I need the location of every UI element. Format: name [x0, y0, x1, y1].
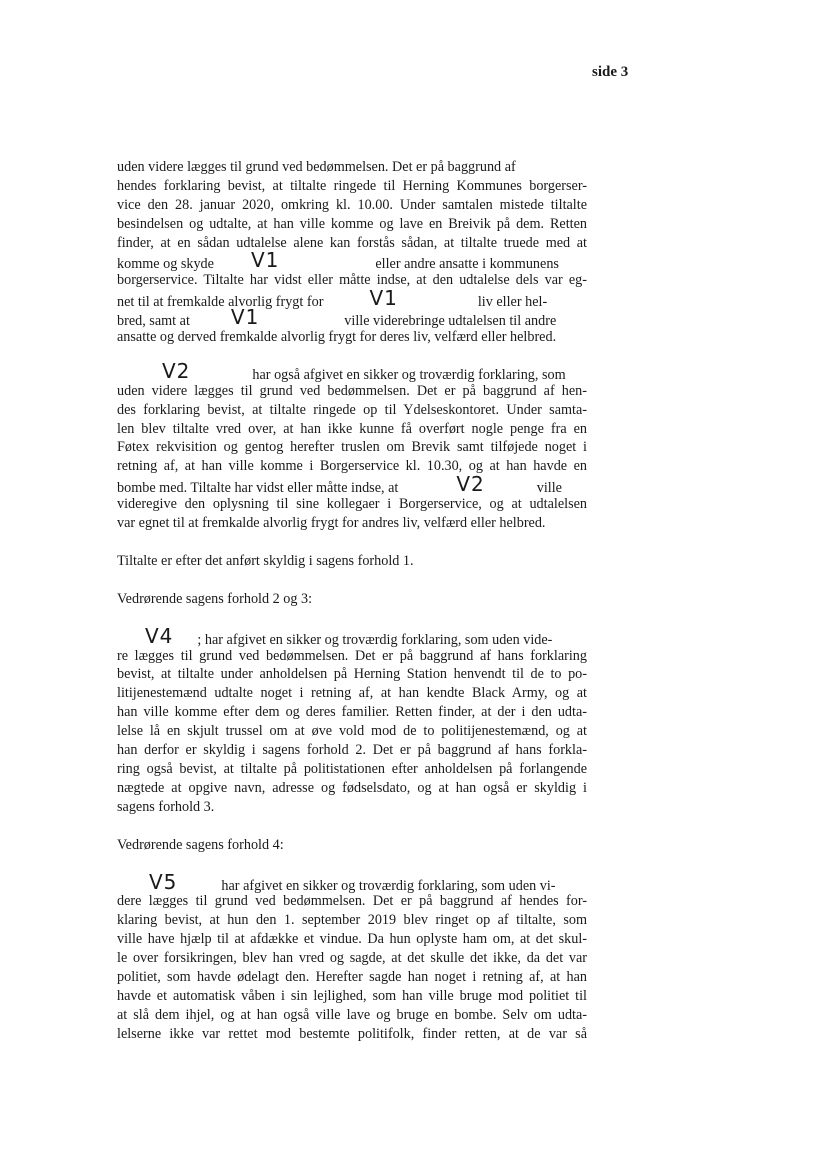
- text-line: vice den 28. januar 2020, omkring kl. 10.00. Under samtalen mistede tiltalte: [117, 196, 587, 213]
- section-heading: Vedrørende sagens forhold 2 og 3:: [117, 590, 313, 607]
- paragraph: [117, 623, 587, 817]
- handwritten-redaction-mark: V5: [149, 869, 178, 894]
- text-line: hendes forklaring bevist, at tiltalte ringede til Herning Kommunes borgerser-: [117, 177, 587, 194]
- text-line: videregive den oplysning til sine kollegaer i Borgerservice, og at udtalelsen: [117, 496, 587, 513]
- text-line: at slå dem ihjel, og at han også ville lave og bruge en bombe. Selv om udta-: [117, 1006, 587, 1023]
- handwritten-redaction-mark: V1: [250, 248, 280, 273]
- text-line: re lægges til grund ved bedømmelsen. Det er på baggrund af hans forklaring: [117, 647, 587, 664]
- text-line: [117, 286, 587, 311]
- text-line: sagens forhold 3.: [117, 798, 215, 815]
- text-line: nægtede at opgive navn, adresse og fødselsdato, og at han også er skyldig i: [117, 779, 587, 796]
- text-line: retning af, at han ville komme i Borgerservice kl. 10.30, og at han havde en: [117, 458, 587, 475]
- text-line: [117, 248, 587, 273]
- text-fragment: bombe med. Tiltalte har vidst eller måtte indse, at: [117, 480, 399, 497]
- handwritten-redaction-mark: V1: [230, 305, 260, 330]
- text-line: lelse lå en skjult trussel om at øve vold mod de to politijenestemænd, og at: [117, 723, 587, 740]
- text-line: Føtex rekvisition og gentog herefter truslen om Brevik samt tilføjede noget i: [117, 439, 587, 456]
- text-line: han ville komme efter dem og deres familier. Retten finder, at der i den udta-: [117, 704, 587, 721]
- handwritten-redaction-mark: V2: [162, 358, 191, 383]
- text-line: lelserne ikke var rettet mod bestemte politifolk, finder retten, at de var så: [117, 1025, 587, 1042]
- handwritten-redaction-mark: V4: [145, 623, 174, 648]
- text-line: [117, 472, 587, 497]
- text-line: [117, 305, 587, 330]
- text-line: ansatte og derved fremkalde alvorlig frygt for deres liv, velfærd eller helbred.: [117, 329, 557, 346]
- text-line: havde et automatisk våben i sin lejlighed, som han ville bruge mod politiet til: [117, 987, 587, 1004]
- text-fragment: har også afgivet en sikker og troværdig forklaring, som: [252, 366, 566, 383]
- text-line: ring også bevist, at tiltalte på politistationen efter anholdelsen på forlangende: [117, 760, 587, 777]
- paragraph: [117, 158, 587, 347]
- text-fragment: bred, samt at: [117, 313, 190, 330]
- paragraph: Tiltalte er efter det anført skyldig i sagens forhold 1.: [117, 552, 414, 569]
- text-fragment: har afgivet en sikker og troværdig forklaring, som uden vi-: [221, 877, 556, 894]
- page-number: side 3: [592, 64, 629, 80]
- section-heading: Vedrørende sagens forhold 4:: [117, 836, 284, 853]
- paragraph: [117, 869, 587, 1044]
- text-line: [117, 869, 587, 894]
- text-line: dere lægges til grund ved bedømmelsen. Det er på baggrund af hendes for-: [117, 893, 587, 910]
- paragraph: [117, 358, 587, 533]
- text-line: litijenestemænd udtalte noget i retning af, at han kendte Black Army, og at: [117, 685, 587, 702]
- text-fragment: ville: [536, 480, 562, 497]
- text-line: [117, 358, 587, 383]
- handwritten-redaction-mark: V2: [456, 472, 485, 497]
- text-fragment: komme og skyde: [117, 256, 214, 273]
- text-line: uden videre lægges til grund ved bedømmelsen. Det er på baggrund af: [117, 159, 516, 175]
- text-line: han derfor er skyldig i sagens forhold 2. Det er på baggrund af hans forkla-: [117, 742, 587, 759]
- text-line: var egnet til at fremkalde alvorlig frygt for andres liv, velfærd eller helbred.: [117, 515, 546, 532]
- text-line: des forklaring bevist, at tiltalte ringede op til Ydelseskontoret. Under samta-: [117, 401, 587, 418]
- text-line: finder, at en sådan udtalelse alene kan forstås sådan, at tiltalte truede med at: [117, 234, 587, 251]
- text-line: bevist, at tiltalte under anholdelsen på Herning Station henvendt til de to po-: [117, 666, 587, 683]
- text-fragment: liv eller hel-: [477, 294, 548, 311]
- text-line: politiet, som havde ødelagt den. Herefter sagde han noget i retning af, at han: [117, 968, 587, 985]
- text-fragment: eller andre ansatte i kommunens: [375, 256, 559, 273]
- text-line: besindelsen og udtalte, at han ville komme og lave en Breivik på dem. Retten: [117, 215, 587, 232]
- text-line: uden videre lægges til grund ved bedømmelsen. Det er på baggrund af hen-: [117, 382, 587, 399]
- handwritten-redaction-mark: V1: [369, 286, 398, 311]
- text-line: [117, 623, 587, 648]
- text-line: len blev tiltalte vred over, at han ikke kunne få overført nogle penge fra en: [117, 420, 587, 437]
- text-line: borgerservice. Tiltalte har vidst eller måtte indse, at den udtalelse dels var eg-: [117, 272, 587, 289]
- text-fragment: ; har afgivet en sikker og troværdig forklaring, som uden vide-: [197, 631, 553, 648]
- text-fragment: net til at fremkalde alvorlig frygt for: [117, 294, 324, 311]
- text-line: klaring bevist, at hun den 1. september 2019 blev ringet op af tiltalte, som: [117, 912, 587, 929]
- text-line: ville have hjælp til at afdække et vindue. Da hun oplyste ham om, at det skul-: [117, 931, 587, 948]
- document-body: [117, 158, 587, 1044]
- text-line: le over forsikringen, blev han vred og sagde, at det skulle det ikke, da det var: [117, 950, 587, 967]
- text-fragment: ville viderebringe udtalelsen til andre: [344, 313, 557, 330]
